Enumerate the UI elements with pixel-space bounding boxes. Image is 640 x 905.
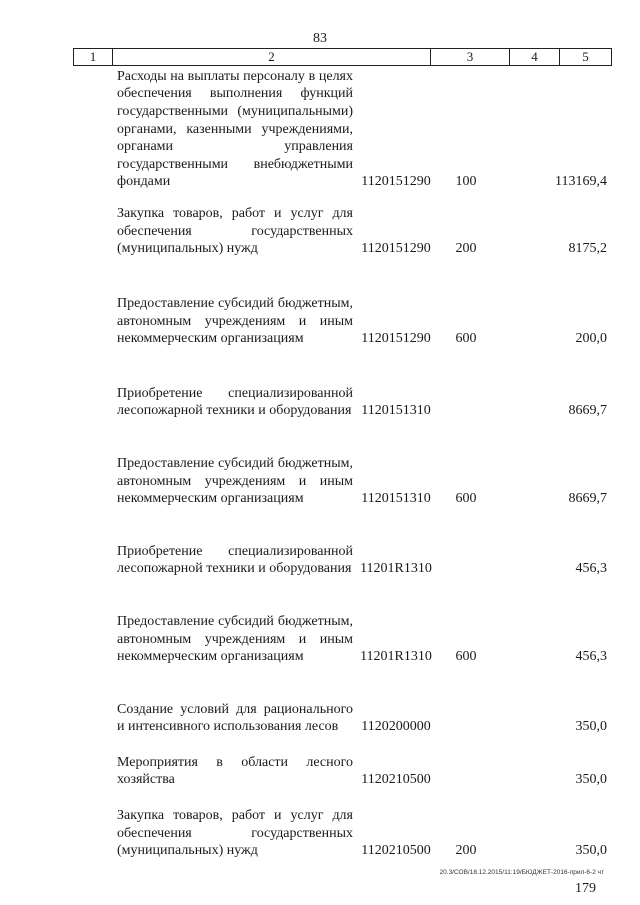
table-row [0, 682, 640, 736]
document-footer-note: 20.3/СОВ/18.12.2015/11:19/БЮДЖЕТ-2016-прил-6-2 чт [439, 869, 604, 876]
row-description: Предоставление субсидий бюджетным, автономным учреждениям и иным некоммерческим организациям [117, 296, 353, 347]
row-description: Приобретение специализированной лесопожарной техники и оборудования [117, 543, 353, 577]
row-amount: 200,0 [575, 331, 607, 347]
row-amount: 456,3 [575, 561, 607, 577]
row-description: Расходы на выплаты персоналу в целях обеспечения выполнения функций государственными (муниципальными) органами, казенными учреждениями, органами управления государственными внебюджетными фондами [117, 68, 353, 190]
row-code: 1120151290 [361, 241, 431, 257]
table-row [0, 204, 640, 258]
row-code: 11201R1310 [360, 649, 432, 665]
table-row [0, 806, 640, 860]
row-code: 1120151310 [361, 403, 431, 419]
header-col-5: 5 [582, 49, 589, 64]
row-code: 1120151310 [361, 491, 431, 507]
row-expense-type: 600 [455, 649, 477, 665]
row-code: 1120200000 [361, 719, 431, 735]
row-code: 1120210500 [361, 843, 431, 859]
row-amount: 8669,7 [568, 403, 607, 419]
row-description: Закупка товаров, работ и услуг для обеспечения государственных (муниципальных) нужд [117, 206, 353, 257]
row-code: 1120210500 [361, 772, 431, 788]
row-description: Закупка товаров, работ и услуг для обеспечения государственных (муниципальных) нужд [117, 808, 353, 859]
header-col-3: 3 [431, 49, 510, 65]
row-description: Создание условий для рационального и интенсивного использования лесов [117, 701, 353, 735]
row-description: Предоставление субсидий бюджетным, автономным учреждениям и иным некоммерческим организациям [117, 614, 353, 665]
header-col-1: 1 [74, 49, 113, 65]
row-description: Приобретение специализированной лесопожарной техники и оборудования [117, 385, 353, 419]
header-col-2: 2 [113, 49, 431, 65]
header-col-4: 4 [510, 49, 560, 65]
table-row [0, 276, 640, 348]
row-amount: 350,0 [575, 843, 607, 859]
row-description: Предоставление субсидий бюджетным, автономным учреждениям и иным некоммерческим организациям [117, 456, 353, 507]
table-row [0, 753, 640, 789]
table-row [0, 366, 640, 420]
row-amount: 350,0 [575, 772, 607, 788]
row-code: 1120151290 [361, 331, 431, 347]
table-row [0, 436, 640, 508]
row-amount: 456,3 [575, 649, 607, 665]
row-amount: 350,0 [575, 719, 607, 735]
row-expense-type: 600 [455, 491, 477, 507]
table-row [0, 66, 640, 191]
row-code: 11201R1310 [360, 561, 432, 577]
table-row [0, 524, 640, 578]
row-amount: 113169,4 [555, 174, 607, 190]
page-number-top: 83 [313, 31, 327, 46]
table-row [0, 594, 640, 666]
row-expense-type: 200 [455, 241, 477, 257]
row-amount: 8175,2 [568, 241, 607, 257]
row-description: Мероприятия в области лесного хозяйства [117, 754, 353, 788]
row-expense-type: 200 [455, 843, 477, 859]
table-header [73, 48, 612, 66]
row-code: 1120151290 [361, 174, 431, 190]
page-number-bottom: 179 [575, 881, 596, 896]
row-expense-type: 600 [455, 331, 477, 347]
row-amount: 8669,7 [568, 491, 607, 507]
row-expense-type: 100 [455, 174, 477, 190]
